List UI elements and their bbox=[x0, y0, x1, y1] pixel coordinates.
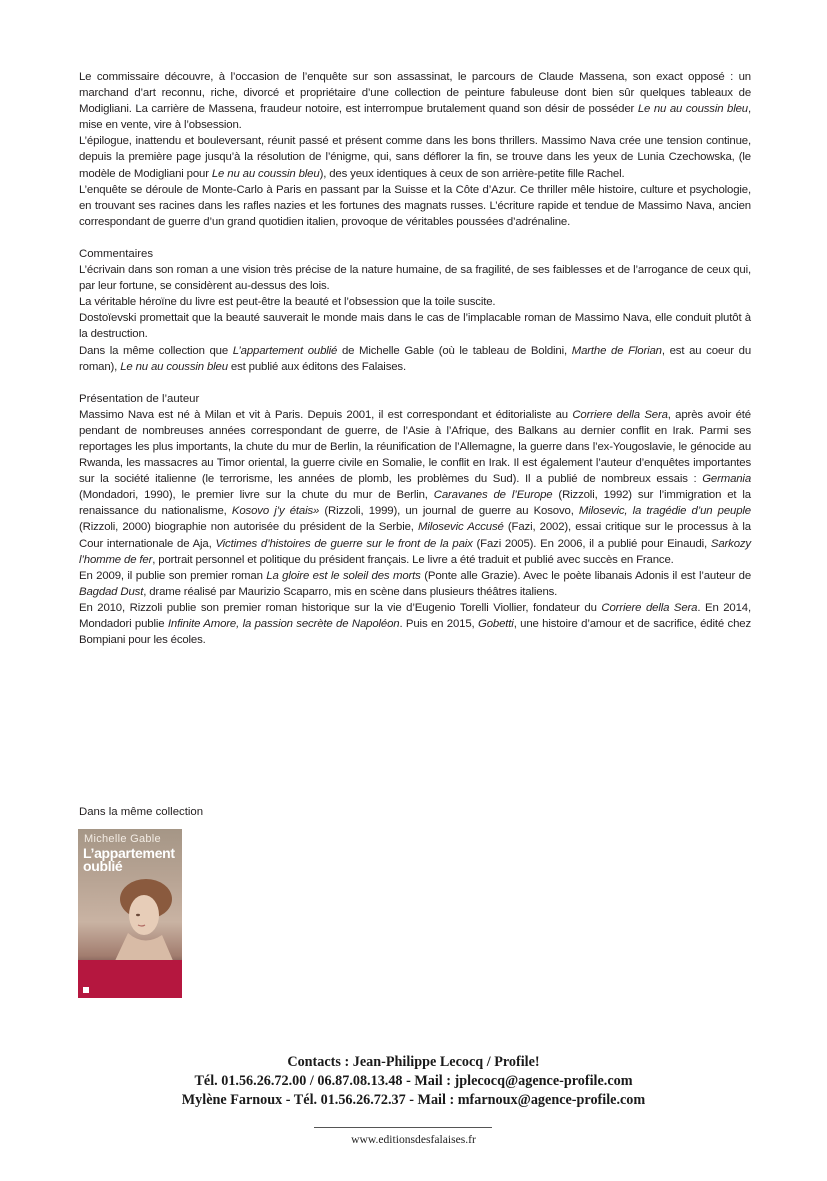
contacts-line-3: Mylène Farnoux - Tél. 01.56.26.72.37 - Mail : mfarnoux@agence-profile.com bbox=[181, 1092, 646, 1108]
synopsis-paragraph-1: Le commissaire découvre, à l’occasion de l’enquête sur son assassinat, le parcours de Claude Massena, son exact opposé : un marchand d’art reconnu, riche, divorcé et propriétaire d’une collection de peinture fabuleuse dont bien sûr quelques tableaux de Modigliani. La carrière de Massena, fraudeur notoire, est interrompue brutalement quand son désir de posséder Le nu au coussin bleu, mise en vente, vire à l’obsession. bbox=[79, 71, 751, 132]
auteur-paragraph-2: En 2009, il publie son premier roman La gloire est le soleil des morts (Ponte alle Grazie). Avec le poète libanais Adonis il est l’auteur de Bagdad Dust, drame réalisé par Maurizio Scaparro, mis en scène dans plusieurs théâtres italiens. bbox=[79, 569, 752, 598]
commentaires-paragraph-4: Dans la même collection que L’appartement oublié de Michelle Gable (où le tableau de Boldini, Marthe de Florian, est au coeur du roman), Le nu au coussin bleu est publié aux éditons des Falaises. bbox=[79, 344, 751, 373]
commentaires-paragraph-3: Dostoïevski promettait que la beauté sauverait le monde mais dans le cas de l’implacable roman de Massimo Nava, elle conduit plutôt à la destruction. bbox=[79, 312, 751, 341]
synopsis-paragraph-2: L’épilogue, inattendu et bouleversant, réunit passé et présent comme dans les bons thrillers. Massimo Nava crée une tension continue, depuis la première page jusqu’à la résolution de l’énigme, qui, sans déflorer la fin, se trouve dans les yeux de Lunia Czechowska, (le modèle de Modigliani pour Le nu au coussin bleu), des yeux identiques à ceux de son arrière-petite fille Rachel. bbox=[79, 135, 751, 180]
portrait-illustration bbox=[108, 877, 174, 963]
book-title-ref: Le nu au coussin bleu bbox=[211, 167, 320, 180]
main-text bbox=[79, 69, 751, 648]
contacts-line-1: Contacts : Jean-Philippe Lecocq / Profile! bbox=[287, 1054, 540, 1070]
auteur-heading: Présentation de l’auteur bbox=[79, 392, 200, 405]
contacts-block bbox=[0, 1053, 827, 1110]
book-cover-author: Michelle Gable bbox=[84, 833, 161, 845]
synopsis-paragraph-3: L’enquête se déroule de Monte-Carlo à Paris en passant par la Suisse et la Côte d’Azur. Ce thriller mêle histoire, culture et psychologie, en trouvant ses racines dans les rafles nazies et les fortunes des magnats russes. L’écriture rapide et tendue de Massimo Nava, ancien correspondant de guerre d’un grand quotidien italien, provoque de véritables poussées d’adrénaline. bbox=[79, 183, 751, 228]
commentaires-paragraph-2: La véritable héroïne du livre est peut-être la beauté et l’obsession que la toile suscite. bbox=[79, 296, 496, 309]
commentaires-heading: Commentaires bbox=[79, 247, 154, 260]
publisher-logo-icon bbox=[83, 987, 89, 993]
website-link[interactable]: www.editionsdesfalaises.fr bbox=[351, 1133, 476, 1146]
auteur-paragraph-3: En 2010, Rizzoli publie son premier roman historique sur la vie d’Eugenio Torelli Viollier, fondateur du Corriere della Sera. En 2014, Mondadori publie Infinite Amore, la passion secrète de Napoléon. Puis en 2015, Gobetti, une histoire d’amour et de sacrifice, édité chez Bompiani pour les écoles. bbox=[79, 601, 752, 647]
collection-label: Dans la même collection bbox=[79, 806, 204, 818]
book-cover-band bbox=[78, 960, 182, 998]
contacts-line-2: Tél. 01.56.26.72.00 / 06.87.08.13.48 - Mail : jplecocq@agence-profile.com bbox=[194, 1073, 633, 1089]
divider bbox=[314, 1127, 492, 1128]
auteur-paragraph-1: Massimo Nava est né à Milan et vit à Paris. Depuis 2001, il est correspondant et éditorialiste au Corriere della Sera, après avoir été pendant de nombreuses années correspondant de guerre, de l’Asie à l’Afrique, des Balkans au dernier conflit en Irak. Parmi ses reportages les plus importants, la chute du mur de Berlin, la réunification de l’Allemagne, la guerre dans l’ex-Yougoslavie, le génocide au Rwanda, les massacres au Timor oriental, la guerre civile en Somalie, le conflit en Irak. Il est également l’auteur d’enquêtes importantes sur la société italienne (le terrorisme, les années de plomb, les problèmes du Sud). Il a publié de nombreux essais : Germania (Mondadori, 1990), le premier livre sur la chute du mur de Berlin, Caravanes de l’Europe (Rizzoli, 1992) sur l’immigration et la renaissance du nationalisme, Kosovo j’y étais» (Rizzoli, 1999), un journal de guerre au Kosovo, Milosevic, la tragédie d’un peuple (Rizzoli, 2000) biographie non autorisée du président de la Serbie, Milosevic Accusé (Fazi, 2002), essai critique sur le processus à la Cour internationale de Aja, Victimes d’histoires de guerre sur le front de la paix (Fazi 2005). En 2006, il a publié pour Einaudi, Sarkozy l’homme de fer, portrait personnel et politique du président français. Le livre a été traduit et publié avec succès en France. bbox=[79, 408, 751, 566]
book-cover-image bbox=[78, 829, 182, 998]
book-title-ref: Le nu au coussin bleu bbox=[637, 103, 748, 116]
book-cover-title: L’appartement oublié bbox=[83, 845, 175, 874]
commentaires-paragraph-1: L’écrivain dans son roman a une vision très précise de la nature humaine, de sa fragilité, de ses faiblesses et de l’arrogance de ceux qui, par leur fortune, se considèrent au-dessus des lois. bbox=[79, 264, 751, 293]
